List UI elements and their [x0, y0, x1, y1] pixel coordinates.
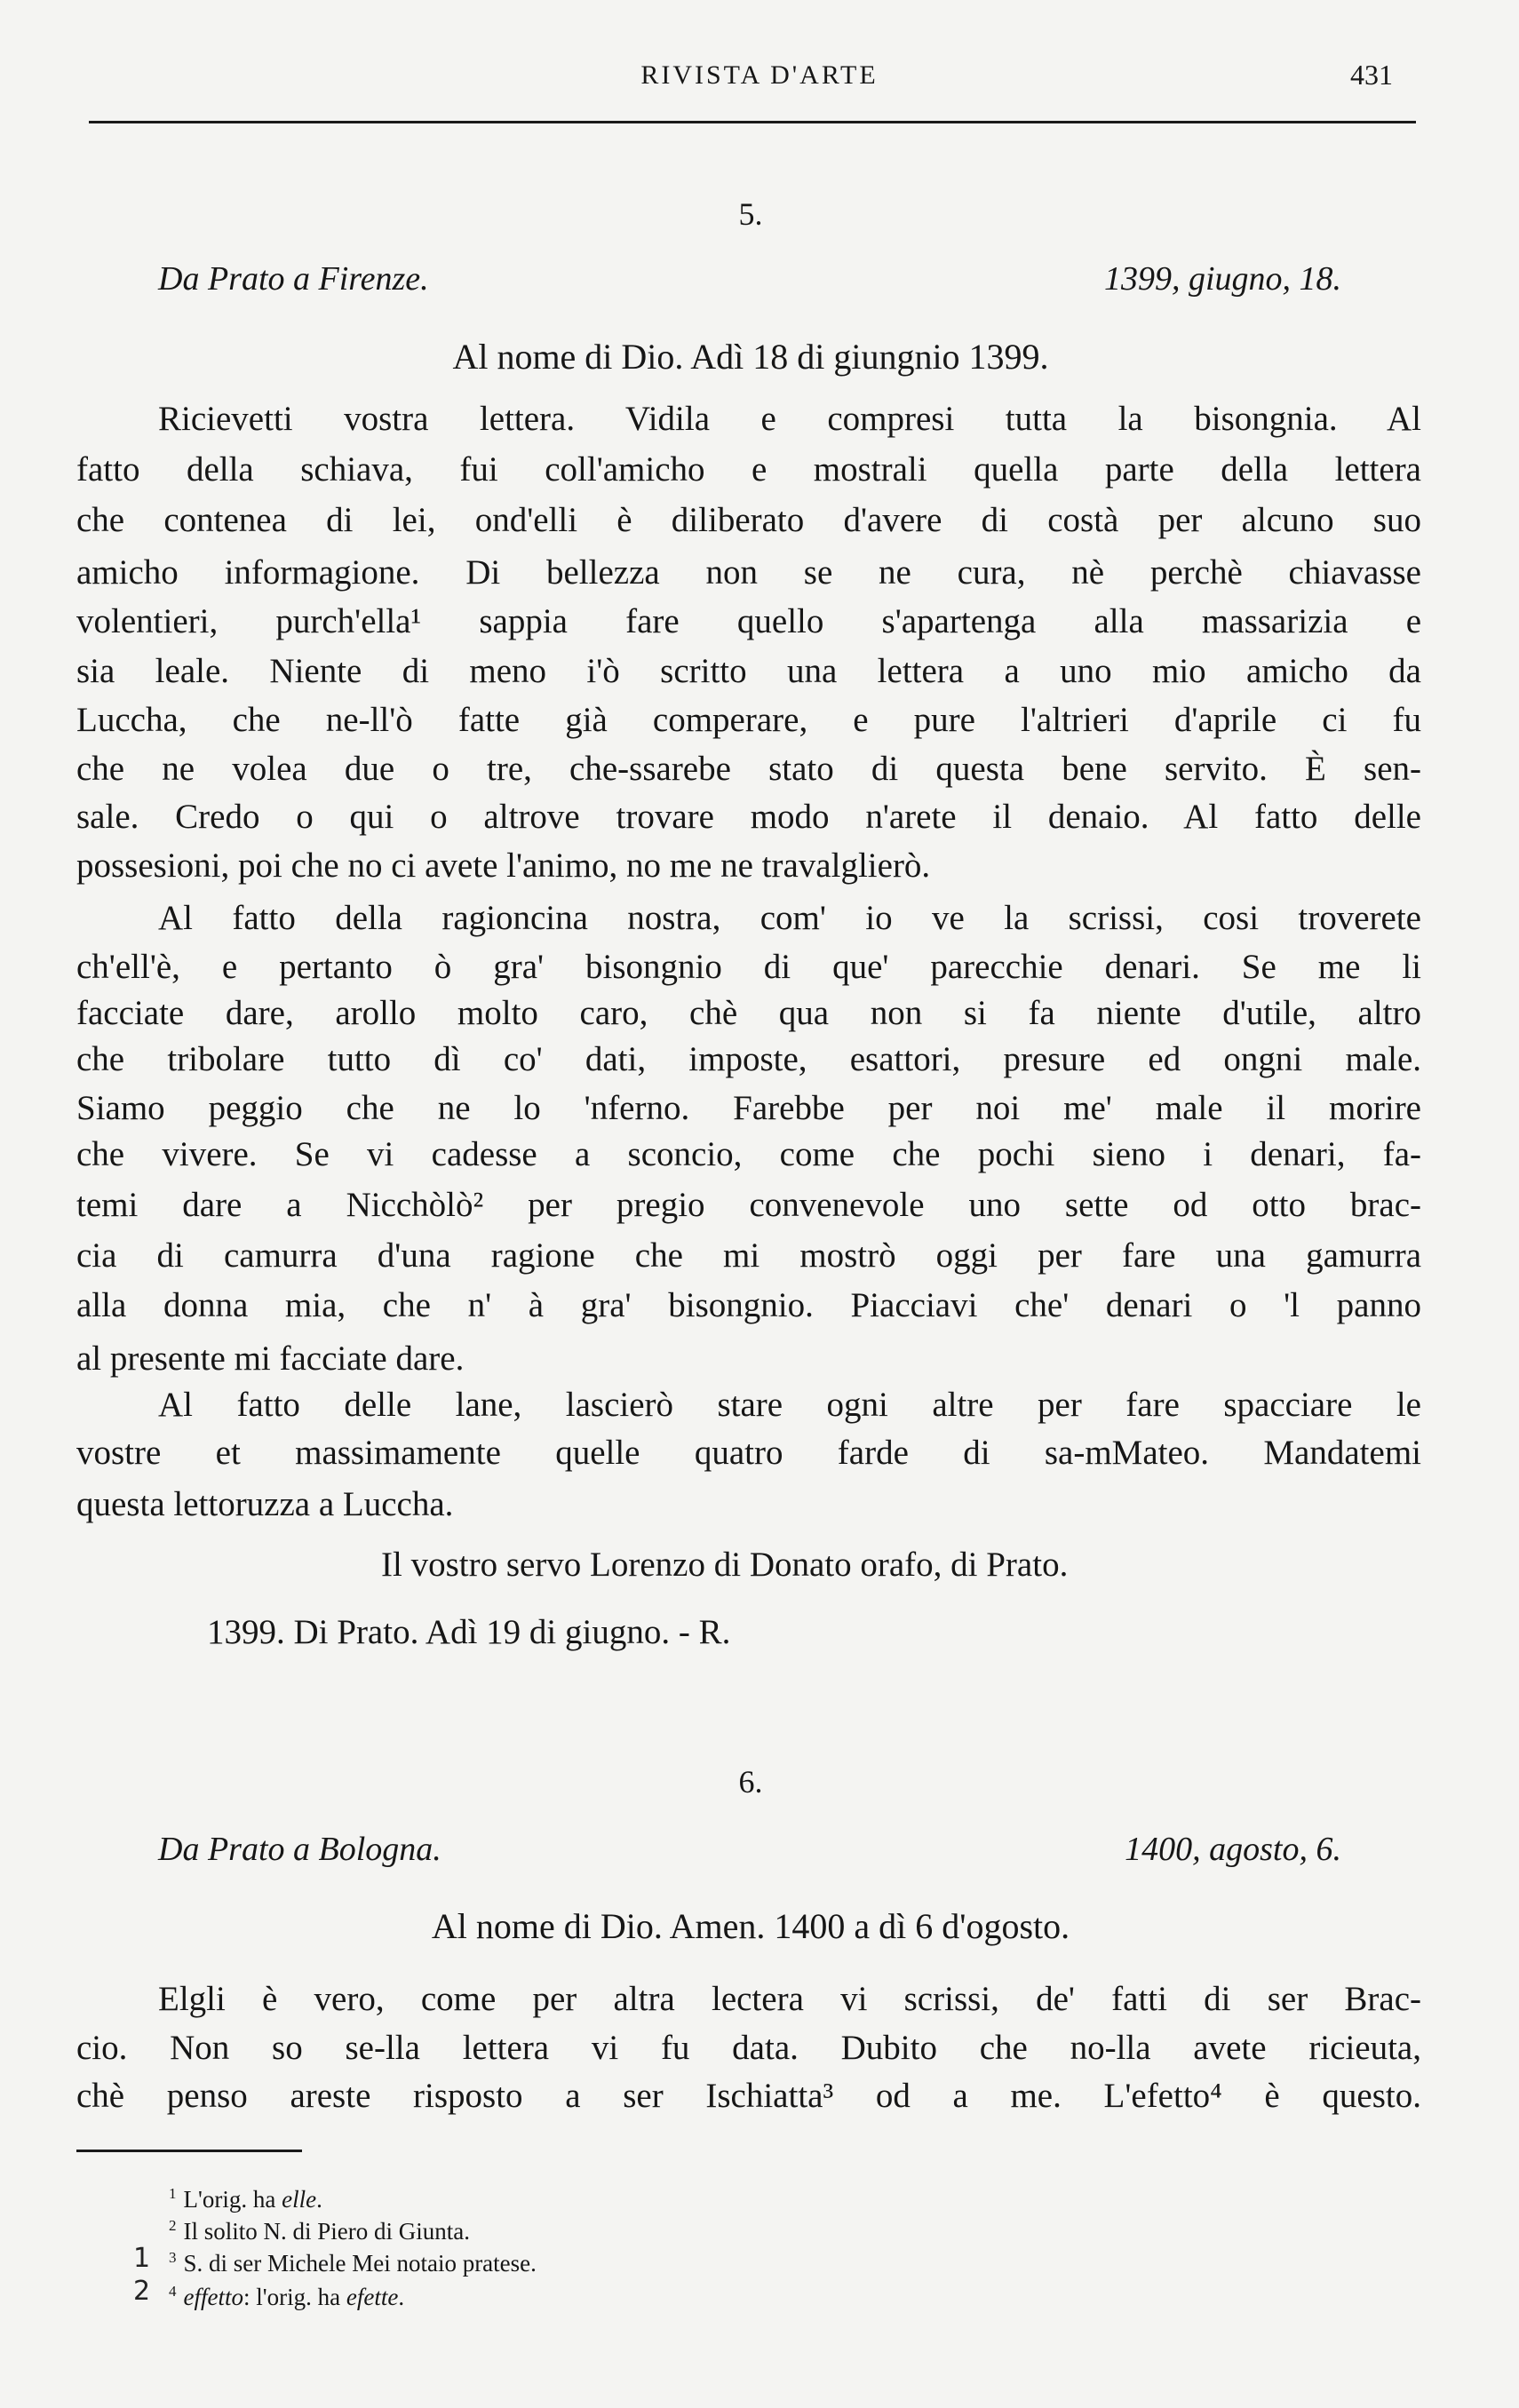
text-line: che tribolare tutto dì co' dati, imposte, esattori, presure ed ongni male.: [76, 1040, 1421, 1078]
letter-5-closing-date: 1399. Di Prato. Adì 19 di giugno. - R.: [207, 1613, 731, 1651]
text-line: cia di camurra d'una ragione che mi mostrò oggi per fare una gamurra: [76, 1236, 1421, 1276]
footnote: [169, 2283, 404, 2311]
footnote-text: effetto: [183, 2284, 243, 2310]
footnote-mark: 3: [169, 2249, 177, 2266]
footnote-mark: 2: [169, 2217, 177, 2234]
text-line: ch'ell'è, e pertanto ò gra' bisongnio di que' parecchie denari. Se me li: [76, 948, 1421, 987]
footnote-text: S. di ser Michele Mei notaio pratese.: [183, 2250, 537, 2277]
letter-5-signature: Il vostro servo Lorenzo di Donato orafo, di Prato.: [381, 1546, 1069, 1584]
footnote-text: L'orig. ha: [183, 2186, 282, 2213]
text-line: Al fatto delle lane, lascierò stare ogni altre per fare spacciare le: [158, 1386, 1421, 1425]
footnote-text: efette: [346, 2284, 399, 2310]
text-line: Elgli è vero, come per altra lectera vi scrissi, de' fatti di ser Brac-: [158, 1980, 1421, 2019]
page-number: 431: [1350, 59, 1393, 91]
text-line: chè penso areste risposto a ser Ischiatta³ od a me. L'efetto⁴ è questo.: [76, 2077, 1421, 2116]
footnote-text: Il solito N. di Piero di Giunta.: [183, 2218, 470, 2245]
text-line: sia leale. Niente di meno i'ò scritto una lettera a uno mio amicho da: [76, 651, 1421, 690]
letter-5-date: 1399, giugno, 18.: [1103, 260, 1341, 298]
text-line: volentieri, purch'ella¹ sappia fare quello s'apartenga alla massarizia e: [76, 602, 1421, 641]
header-rule: [89, 121, 1416, 123]
margin-note: 2: [133, 2276, 151, 2307]
footnote-text: elle: [282, 2186, 317, 2213]
footnote-text: : l'orig. ha: [243, 2284, 346, 2310]
text-line: vostre et massimamente quelle quatro farde di sa-mMateo. Mandatemi: [76, 1433, 1421, 1472]
letter-5-route: Da Prato a Firenze.: [158, 260, 429, 298]
footnote-text: .: [316, 2186, 322, 2213]
footnote: [169, 2249, 537, 2277]
text-line: sale. Credo o qui o altrove trovare modo n'arete il denaio. Al fatto delle: [76, 797, 1421, 836]
text-line: Ricievetti vostra lettera. Vidila e compresi tutta la bisongnia. Al: [158, 400, 1421, 439]
letter-6-invocation: Al nome di Dio. Amen. 1400 a dì 6 d'ogosto.: [431, 1906, 1070, 1946]
footnote: [169, 2185, 322, 2213]
text-line: che ne volea due o tre, che-ssarebe stato di questa bene servito. È sen-: [76, 750, 1421, 789]
text-line: che contenea di lei, ond'elli è diliberato d'avere di costà per alcuno suo: [76, 501, 1421, 540]
letter-6-route: Da Prato a Bologna.: [158, 1831, 441, 1868]
text-line: alla donna mia, che n' à gra' bisongnio. Piacciavi che' denari o 'l panno: [76, 1285, 1421, 1324]
text-line: cio. Non so se-lla lettera vi fu data. Dubito che no-lla avete ricieuta,: [76, 2029, 1421, 2068]
footnote-text: .: [398, 2284, 405, 2310]
text-line: facciate dare, arollo molto caro, chè qua non si fa niente d'utile, altro: [76, 994, 1421, 1033]
letter-5-invocation: Al nome di Dio. Adì 18 di giungnio 1399.: [452, 337, 1049, 377]
text-line: al presente mi facciate dare.: [76, 1339, 465, 1379]
text-line: amicho informagione. Di bellezza non se ne cura, nè perchè chiavasse: [76, 552, 1421, 592]
letter-6-date: 1400, agosto, 6.: [1125, 1831, 1341, 1868]
letter-6-number: 6.: [738, 1764, 763, 1800]
text-line: che vivere. Se vi cadesse a sconcio, come che pochi sieno i denari, fa-: [76, 1135, 1421, 1174]
text-line: Luccha, che ne-ll'ò fatte già comperare, e pure l'altrieri d'aprile ci fu: [76, 700, 1421, 739]
text-line: questa lettoruzza a Luccha.: [76, 1485, 454, 1524]
footnote-mark: 1: [169, 2185, 177, 2202]
footnote-mark: 4: [169, 2283, 177, 2300]
letter-5-number: 5.: [738, 196, 763, 232]
text-line: Al fatto della ragioncina nostra, com' io ve la scrissi, cosi troverete: [158, 898, 1421, 937]
text-line: temi dare a Nicchòlò² per pregio convenevole uno sette od otto brac-: [76, 1186, 1421, 1225]
margin-note: 1: [133, 2243, 151, 2274]
footnote-rule: [76, 2150, 302, 2152]
text-line: Siamo peggio che ne lo 'nferno. Farebbe per noi me' male il morire: [76, 1089, 1421, 1128]
running-title: RIVISTA D'ARTE: [640, 60, 879, 90]
footnote: [169, 2217, 470, 2245]
text-line: fatto della schiava, fui coll'amicho e mostrali quella parte della lettera: [76, 450, 1421, 489]
text-line: possesioni, poi che no ci avete l'animo, no me ne travalglierò.: [76, 846, 931, 886]
